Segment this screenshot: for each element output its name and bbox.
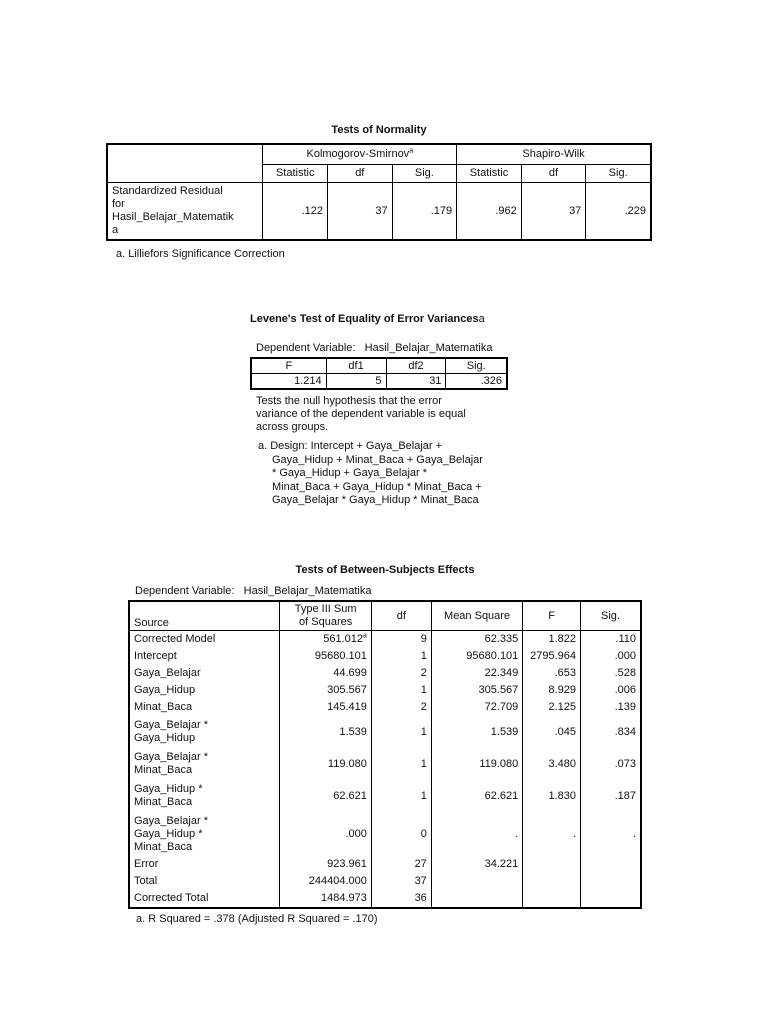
levene-f-header: F (251, 358, 326, 374)
sw-statistic-header: Statistic (457, 165, 522, 183)
ss-header: Type III Sum of Squares (280, 601, 371, 631)
sig-cell (581, 890, 641, 908)
f-cell (523, 890, 581, 908)
ss-cell: 119.080 (280, 748, 371, 780)
ss-cell: 561.012$^a$ (280, 631, 371, 649)
table-row (129, 699, 641, 716)
df-cell: 2 (371, 665, 431, 682)
mean-square-cell: 62.335 (431, 631, 522, 649)
table-row (129, 890, 641, 908)
ks-statistic-value: .122 (263, 183, 328, 241)
levene-table (250, 357, 508, 390)
ss-cell: 95680.101 (280, 648, 371, 665)
levene-df2-header: df2 (386, 358, 446, 374)
f-cell: 3.480 (523, 748, 581, 780)
df-cell: 9 (371, 631, 431, 649)
table-row (129, 856, 641, 873)
source-cell: Corrected Total (129, 890, 280, 908)
sw-df-header: df (521, 165, 586, 183)
sig-cell: .528 (581, 665, 641, 682)
f-cell (523, 873, 581, 890)
f-cell: . (523, 812, 581, 856)
sw-sig-header: Sig. (586, 165, 651, 183)
levene-title: Levene's Test of Equality of Error Variancesa (250, 313, 485, 325)
normality-title: Tests of Normality (331, 124, 427, 136)
sig-cell (581, 873, 641, 890)
sw-statistic-value: .962 (457, 183, 522, 241)
ss-cell: 44.699 (280, 665, 371, 682)
levene-null-hypothesis-note: Tests the null hypothesis that the error variance of the dependent variable is equal across groups. (256, 395, 466, 433)
source-cell: Gaya_Belajar (129, 665, 280, 682)
table-row (129, 873, 641, 890)
ks-df-value: 37 (328, 183, 393, 241)
table-row (129, 682, 641, 699)
mean-square-cell: 34.221 (431, 856, 522, 873)
ss-cell: 305.567 (280, 682, 371, 699)
mean-square-cell: 119.080 (431, 748, 522, 780)
table-row (129, 812, 641, 856)
source-cell: Gaya_Hidup * Minat_Baca (129, 780, 280, 812)
levene-df1-header: df1 (326, 358, 386, 374)
normality-table (106, 143, 652, 241)
ss-cell: 1.539 (280, 716, 371, 748)
df-cell: 1 (371, 648, 431, 665)
ss-cell: 1484.973 (280, 890, 371, 908)
f-header: F (523, 601, 581, 631)
f-cell: .653 (523, 665, 581, 682)
f-cell (523, 856, 581, 873)
f-cell: 2.125 (523, 699, 581, 716)
source-cell: Gaya_Belajar * Minat_Baca (129, 748, 280, 780)
sig-header: Sig. (581, 601, 641, 631)
mean-square-header: Mean Square (431, 601, 522, 631)
sw-header: Shapiro-Wilk (457, 144, 651, 165)
mean-square-cell: 22.349 (431, 665, 522, 682)
ss-cell: .000 (280, 812, 371, 856)
table-row (129, 665, 641, 682)
normality-footnote: a. Lilliefors Significance Correction (116, 248, 285, 260)
df-cell: 1 (371, 682, 431, 699)
df-cell: 0 (371, 812, 431, 856)
levene-sig-value: .326 (446, 374, 507, 390)
ks-sig-value: .179 (392, 183, 457, 241)
source-cell: Corrected Model (129, 631, 280, 649)
ks-sig-header: Sig. (392, 165, 457, 183)
source-cell: Total (129, 873, 280, 890)
f-cell: 8.929 (523, 682, 581, 699)
source-cell: Gaya_Belajar * Gaya_Hidup (129, 716, 280, 748)
source-cell: Intercept (129, 648, 280, 665)
source-cell: Error (129, 856, 280, 873)
ss-cell: 145.419 (280, 699, 371, 716)
df-cell: 1 (371, 748, 431, 780)
between-dependent-variable: Dependent Variable: Hasil_Belajar_Matematika (135, 585, 372, 597)
ks-statistic-header: Statistic (263, 165, 328, 183)
mean-square-cell: 95680.101 (431, 648, 522, 665)
df-cell: 27 (371, 856, 431, 873)
ks-header: Kolmogorov-Smirnov$^a$ (263, 144, 457, 165)
sw-sig-value: .229 (586, 183, 651, 241)
df-cell: 1 (371, 716, 431, 748)
levene-sig-header: Sig. (446, 358, 507, 374)
mean-square-cell: 62.621 (431, 780, 522, 812)
ss-cell: 244404.000 (280, 873, 371, 890)
levene-df2-value: 31 (386, 374, 446, 390)
table-row (129, 631, 641, 649)
levene-df1-value: 5 (326, 374, 386, 390)
levene-dependent-variable: Dependent Variable: Hasil_Belajar_Matematika (256, 342, 493, 354)
sig-cell (581, 856, 641, 873)
mean-square-cell (431, 890, 522, 908)
df-cell: 1 (371, 780, 431, 812)
table-row (129, 648, 641, 665)
table-row (129, 716, 641, 748)
sig-cell: .110 (581, 631, 641, 649)
ks-df-header: df (328, 165, 393, 183)
f-cell: 1.822 (523, 631, 581, 649)
sig-cell: . (581, 812, 641, 856)
sig-cell: .000 (581, 648, 641, 665)
between-table (128, 600, 642, 909)
levene-f-value: 1.214 (251, 374, 326, 390)
mean-square-cell: . (431, 812, 522, 856)
sig-cell: .187 (581, 780, 641, 812)
sig-cell: .073 (581, 748, 641, 780)
between-footnote: a. R Squared = .378 (Adjusted R Squared = .170) (136, 913, 378, 925)
mean-square-cell: 1.539 (431, 716, 522, 748)
source-cell: Gaya_Belajar * Gaya_Hidup * Minat_Baca (129, 812, 280, 856)
table-row (129, 748, 641, 780)
sig-cell: .006 (581, 682, 641, 699)
mean-square-cell: 305.567 (431, 682, 522, 699)
levene-design-note: a. Design: Intercept + Gaya_Belajar + Gaya_Hidup + Minat_Baca + Gaya_Belajar * Gaya_Hidup + Gaya_Belajar * Minat_Baca + Gaya_Hidup * Minat_Baca + Gaya_Belajar * Gaya_Hidup * Minat_Baca (258, 440, 483, 506)
f-cell: .045 (523, 716, 581, 748)
normality-corner-cell (107, 144, 263, 183)
df-cell: 37 (371, 873, 431, 890)
sig-cell: .834 (581, 716, 641, 748)
source-cell: Minat_Baca (129, 699, 280, 716)
df-cell: 2 (371, 699, 431, 716)
between-title: Tests of Between-Subjects Effects (295, 564, 475, 576)
mean-square-cell: 72.709 (431, 699, 522, 716)
mean-square-cell (431, 873, 522, 890)
source-cell: Gaya_Hidup (129, 682, 280, 699)
ss-cell: 923.961 (280, 856, 371, 873)
normality-row-label: Standardized Residual for Hasil_Belajar_Matematik a (107, 183, 263, 241)
f-cell: 2795.964 (523, 648, 581, 665)
sig-cell: .139 (581, 699, 641, 716)
df-cell: 36 (371, 890, 431, 908)
f-cell: 1.830 (523, 780, 581, 812)
df-header: df (371, 601, 431, 631)
ss-cell: 62.621 (280, 780, 371, 812)
sw-df-value: 37 (521, 183, 586, 241)
table-row (129, 780, 641, 812)
source-header: Source (129, 601, 280, 631)
